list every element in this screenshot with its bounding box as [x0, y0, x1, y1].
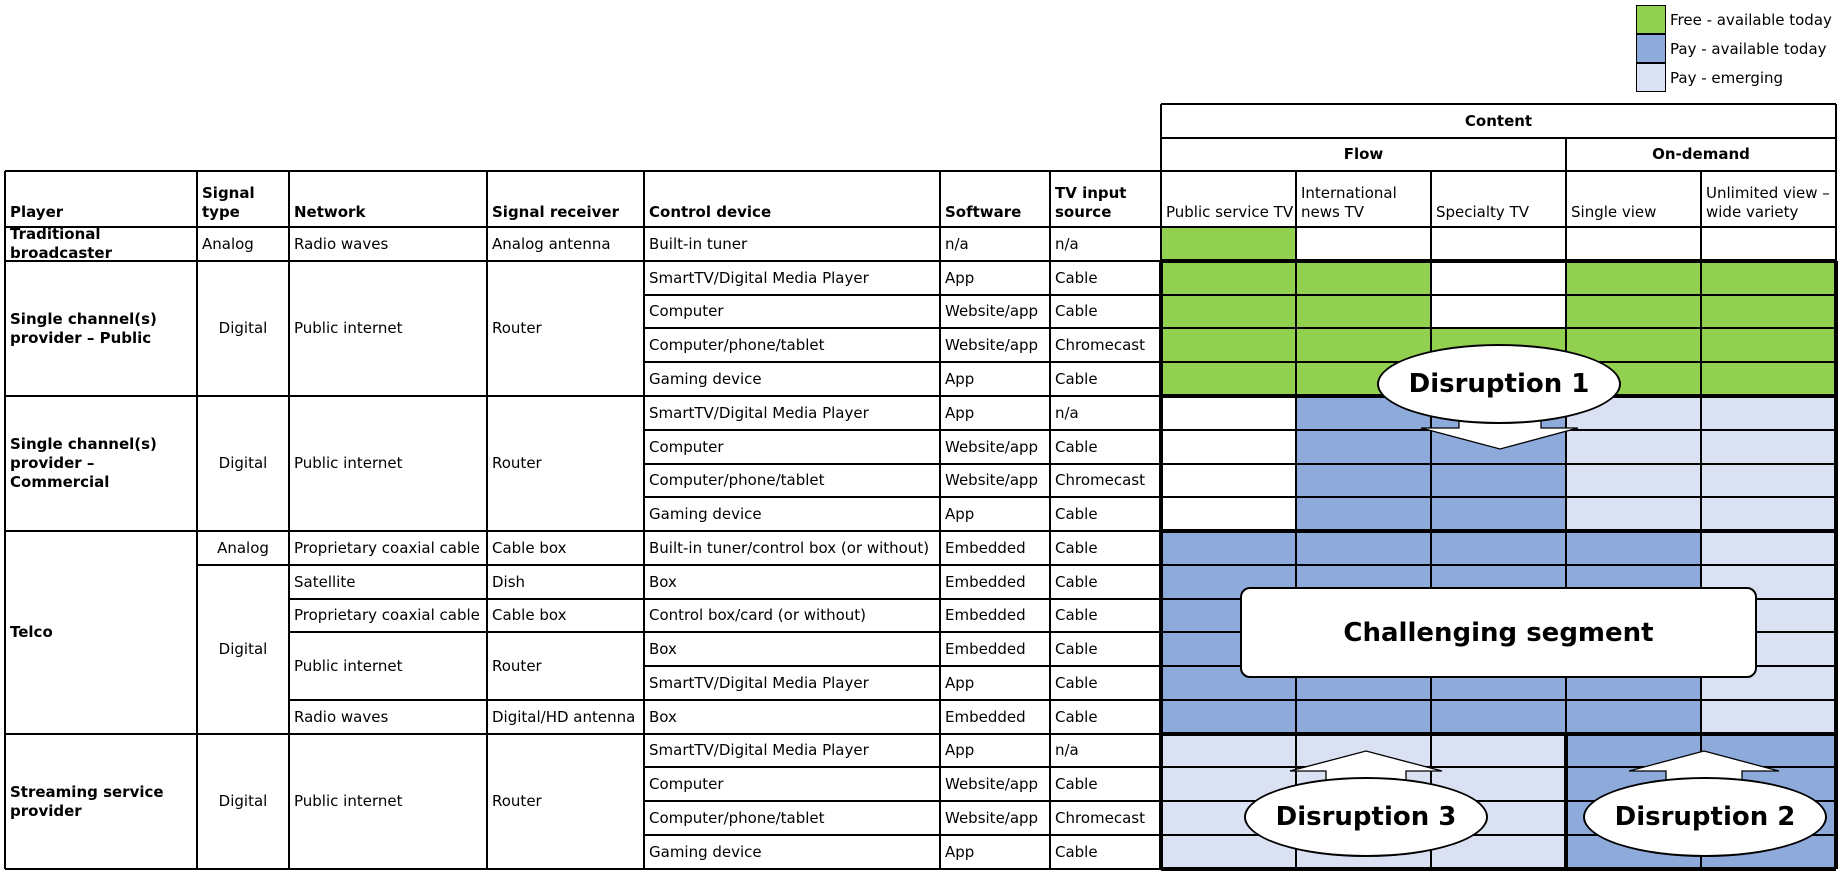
network-cell: Proprietary coaxial cable: [294, 606, 480, 624]
player-cell: Single channel(s) provider – Commercial: [10, 435, 157, 491]
tv-input-source-cell: Cable: [1055, 369, 1098, 388]
tv-input-source-cell: Cable: [1055, 302, 1098, 320]
signal-receiver-cell: Digital/HD antenna: [492, 707, 636, 726]
control-device-cell: Built-in tuner/control box (or without): [649, 538, 930, 557]
control-device-cell: Computer: [649, 302, 724, 320]
tv-input-source-cell: Cable: [1055, 673, 1098, 692]
software-cell: App: [945, 369, 975, 388]
column-header: Network: [294, 203, 366, 221]
signal-receiver-cell: Dish: [492, 572, 526, 591]
software-cell: Website/app: [945, 471, 1039, 489]
software-cell: Embedded: [945, 639, 1026, 658]
signal-type-cell: Digital: [218, 319, 268, 337]
content-column-header: Single view: [1571, 203, 1657, 221]
control-device-cell: Computer/phone/tablet: [649, 808, 825, 827]
tv-input-source-cell: Chromecast: [1055, 471, 1145, 489]
tv-input-source-cell: n/a: [1055, 403, 1079, 422]
column-header: Player: [10, 203, 64, 221]
software-cell: Embedded: [945, 707, 1026, 726]
signal-receiver-cell: Cable box: [492, 538, 567, 557]
network-cell: Radio waves: [294, 707, 389, 726]
control-device-cell: Gaming device: [649, 842, 762, 861]
network-cell: Public internet: [294, 656, 403, 675]
control-device-cell: Built-in tuner: [649, 234, 748, 253]
network-cell: Proprietary coaxial cable: [294, 538, 480, 557]
control-device-cell: Computer: [649, 774, 724, 793]
signal-type-cell: Analog: [202, 234, 254, 253]
tv-input-source-cell: n/a: [1055, 741, 1079, 759]
signal-receiver-cell: Router: [492, 454, 542, 472]
signal-receiver-cell: Cable box: [492, 606, 567, 624]
software-cell: Embedded: [945, 572, 1026, 591]
flow-header: Flow: [1343, 145, 1384, 163]
control-device-cell: Computer/phone/tablet: [649, 335, 825, 354]
tv-input-source-cell: Cable: [1055, 538, 1098, 557]
control-device-cell: Computer/phone/tablet: [649, 471, 825, 489]
challenging-segment-callout: Challenging segment: [1240, 587, 1757, 678]
column-header: TV input source: [1055, 184, 1127, 221]
content-column-header: Specialty TV: [1436, 203, 1529, 221]
network-cell: Satellite: [294, 572, 356, 591]
tv-input-source-cell: Cable: [1055, 639, 1098, 658]
software-cell: n/a: [945, 234, 969, 253]
content-header: Content: [1464, 111, 1533, 130]
disruption-2-callout: Disruption 2: [1583, 777, 1827, 857]
column-header: Control device: [649, 203, 772, 221]
legend-label: Free - available today: [1670, 10, 1832, 29]
software-cell: App: [945, 673, 975, 692]
tv-input-source-cell: Cable: [1055, 606, 1098, 624]
signal-receiver-cell: Router: [492, 792, 542, 810]
control-device-cell: Computer: [649, 437, 724, 456]
tv-input-source-cell: Chromecast: [1055, 808, 1145, 827]
network-cell: Public internet: [294, 454, 403, 472]
disruption-1-callout: Disruption 1: [1377, 344, 1621, 424]
software-cell: Website/app: [945, 808, 1039, 827]
software-cell: Website/app: [945, 335, 1039, 354]
network-cell: Public internet: [294, 319, 403, 337]
network-cell: Public internet: [294, 792, 403, 810]
signal-type-cell: Digital: [218, 454, 268, 472]
legend-label: Pay - emerging: [1670, 68, 1784, 87]
player-cell: Traditional broadcaster: [10, 227, 112, 261]
tv-input-source-cell: Cable: [1055, 707, 1098, 726]
on-demand-header: On-demand: [1652, 145, 1750, 163]
tv-input-source-cell: Cable: [1055, 774, 1098, 793]
software-cell: App: [945, 842, 975, 861]
control-device-cell: Box: [649, 707, 677, 726]
disruption-3-callout: Disruption 3: [1244, 777, 1488, 857]
control-device-cell: Box: [649, 639, 677, 658]
software-cell: Website/app: [945, 437, 1039, 456]
tv-input-source-cell: Cable: [1055, 268, 1098, 287]
software-cell: App: [945, 741, 975, 759]
tv-input-source-cell: Cable: [1055, 842, 1098, 861]
column-header: Signal receiver: [492, 203, 619, 221]
signal-type-cell: Digital: [218, 640, 268, 658]
control-device-cell: Gaming device: [649, 504, 762, 523]
tv-input-source-cell: Cable: [1055, 437, 1098, 456]
content-column-header: Public service TV: [1166, 203, 1294, 221]
tv-input-source-cell: n/a: [1055, 234, 1079, 253]
signal-type-cell: Analog: [217, 538, 269, 557]
software-cell: App: [945, 403, 975, 422]
control-device-cell: SmartTV/Digital Media Player: [649, 673, 869, 692]
network-cell: Radio waves: [294, 234, 389, 253]
signal-receiver-cell: Analog antenna: [492, 234, 611, 253]
software-cell: Website/app: [945, 774, 1039, 793]
column-header: Software: [945, 203, 1022, 221]
software-cell: Website/app: [945, 302, 1039, 320]
control-device-cell: SmartTV/Digital Media Player: [649, 268, 869, 287]
tv-input-source-cell: Cable: [1055, 504, 1098, 523]
player-cell: Streaming service provider: [10, 782, 164, 820]
software-cell: Embedded: [945, 538, 1026, 557]
tv-input-source-cell: Cable: [1055, 572, 1098, 591]
column-header: Signal type: [202, 184, 255, 221]
software-cell: App: [945, 268, 975, 287]
signal-receiver-cell: Router: [492, 319, 542, 337]
control-device-cell: SmartTV/Digital Media Player: [649, 403, 869, 422]
signal-receiver-cell: Router: [492, 656, 542, 675]
signal-type-cell: Digital: [218, 792, 268, 810]
software-cell: Embedded: [945, 606, 1026, 624]
software-cell: App: [945, 504, 975, 523]
legend-label: Pay - available today: [1670, 39, 1827, 58]
control-device-cell: Box: [649, 572, 677, 591]
tv-input-source-cell: Chromecast: [1055, 335, 1145, 354]
control-device-cell: SmartTV/Digital Media Player: [649, 741, 869, 759]
content-column-header: Unlimited view – wide variety: [1706, 184, 1830, 221]
content-column-header: International news TV: [1301, 184, 1397, 221]
control-device-cell: Gaming device: [649, 369, 762, 388]
player-cell: Telco: [10, 623, 53, 641]
control-device-cell: Control box/card (or without): [649, 606, 866, 624]
player-cell: Single channel(s) provider – Public: [10, 309, 157, 347]
